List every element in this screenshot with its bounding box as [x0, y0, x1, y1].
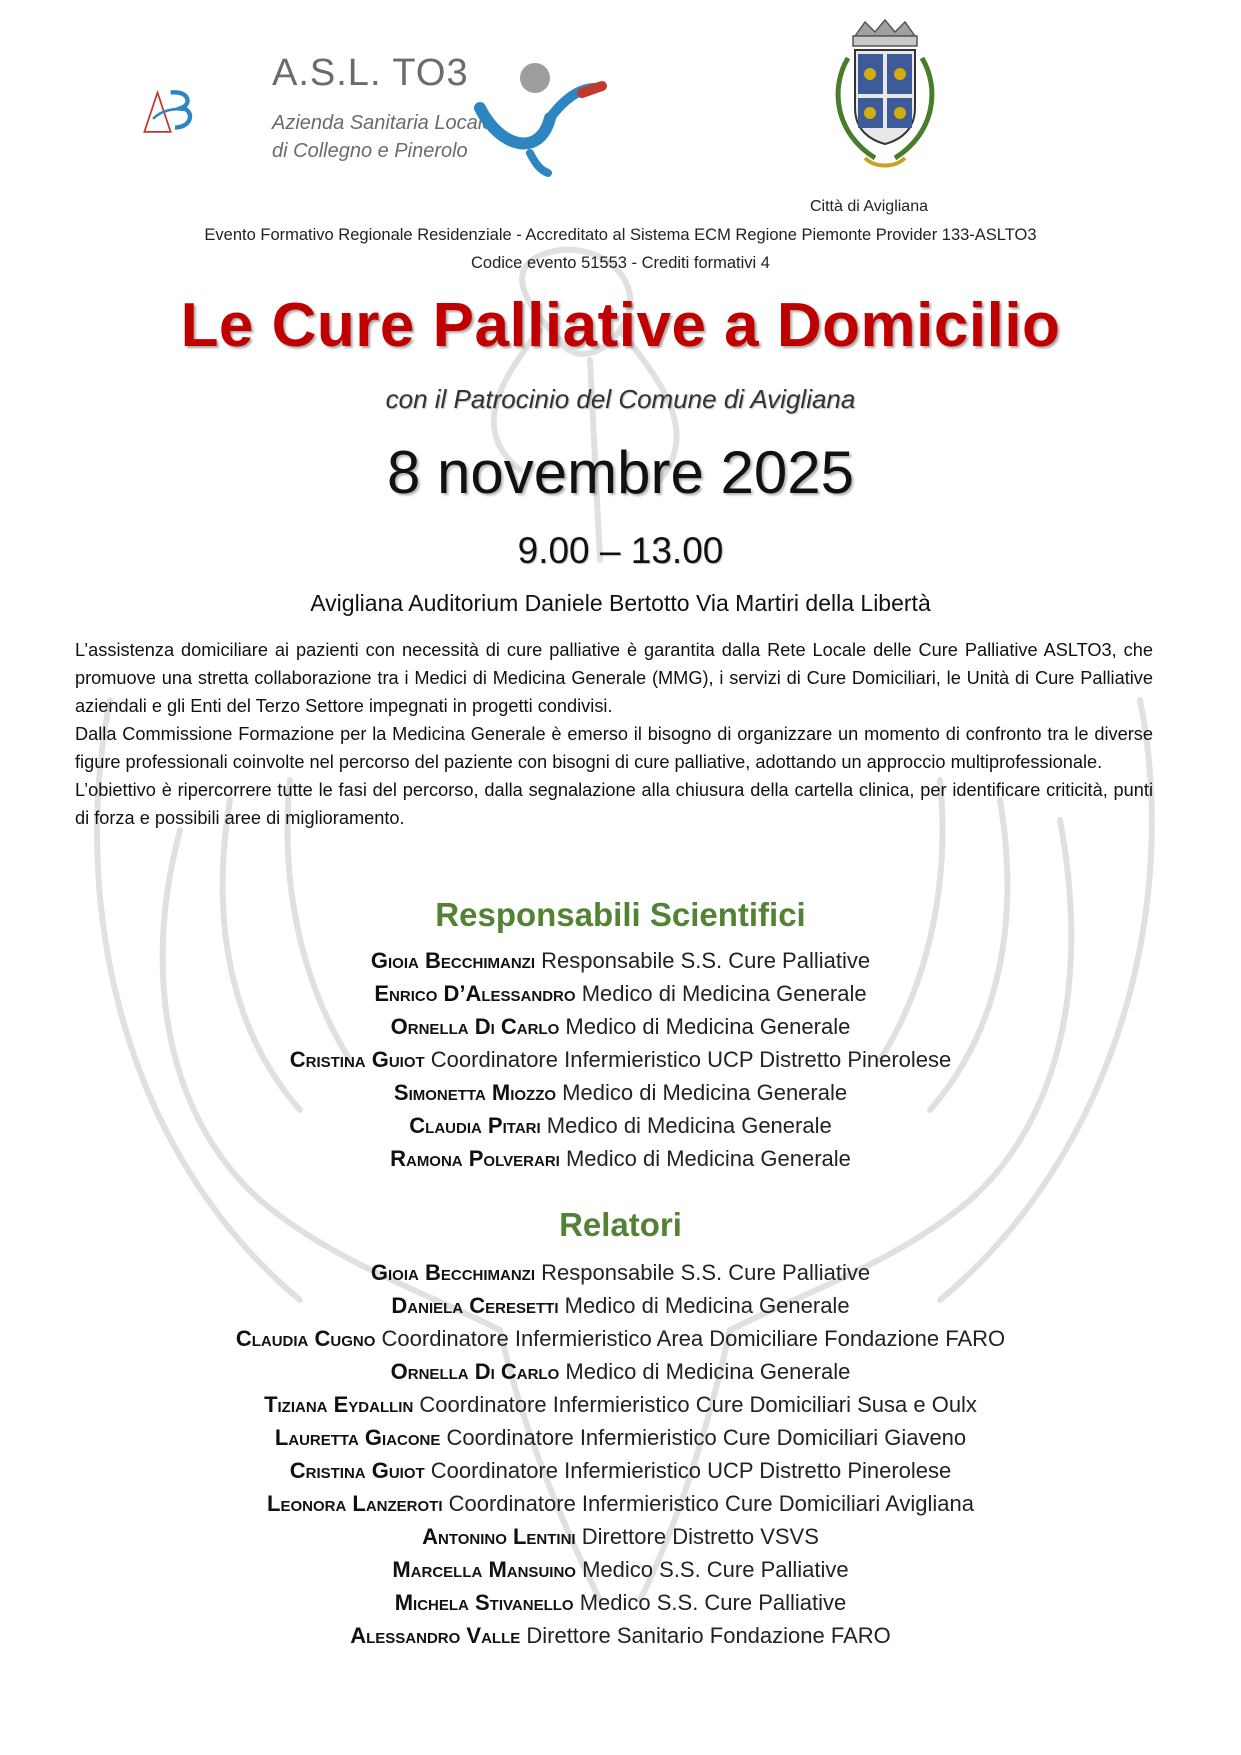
person-name: Gioia Becchimanzi	[370, 948, 536, 973]
person-role: Medico di Medicina Generale	[546, 1113, 832, 1138]
list-item	[0, 1289, 1241, 1322]
list-item	[0, 1109, 1241, 1142]
person-role: Medico di Medicina Generale	[565, 1146, 851, 1171]
person-role: Coordinatore Infermieristico UCP Distretto Pinerolese	[430, 1047, 952, 1072]
list-item	[0, 1076, 1241, 1109]
asl-to3-logo	[140, 50, 280, 170]
person-name: Enrico D’Alessandro	[374, 981, 576, 1006]
person-role: Direttore Sanitario Fondazione FARO	[526, 1623, 891, 1648]
asl-name: A.S.L. TO3	[272, 52, 469, 94]
person-name: Leonora Lanzeroti	[267, 1491, 443, 1516]
person-name: Ornella Di Carlo	[390, 1359, 560, 1384]
list-item	[0, 1256, 1241, 1289]
person-role: Coordinatore Infermieristico UCP Distretto Pinerolese	[430, 1458, 952, 1483]
person-name: Simonetta Miozzo	[393, 1080, 557, 1105]
event-venue: Avigliana Auditorium Daniele Bertotto Via Martiri della Libertà	[310, 590, 931, 616]
person-name: Lauretta Giacone	[274, 1425, 441, 1450]
person-name: Ornella Di Carlo	[390, 1014, 560, 1039]
person-role: Responsabile S.S. Cure Palliative	[541, 1260, 871, 1285]
patronage-line: con il Patrocinio del Comune di Avigliana	[385, 384, 856, 414]
list-item	[0, 1454, 1241, 1487]
list-item	[0, 1619, 1241, 1652]
asl-subtitle-1: Azienda Sanitaria Locale	[272, 112, 494, 134]
list-item	[0, 1142, 1241, 1175]
person-name: Claudia Pitari	[409, 1113, 541, 1138]
person-role: Direttore Distretto VSVS	[581, 1524, 819, 1549]
person-name: Claudia Cugno	[235, 1326, 376, 1351]
person-name: Tiziana Eydallin	[264, 1392, 414, 1417]
event-code-line: Codice evento 51553 - Crediti formativi 4	[471, 254, 770, 272]
person-name: Ramona Polverari	[390, 1146, 560, 1171]
avigliana-crest	[820, 18, 950, 188]
scientific-list	[0, 944, 1241, 1175]
person-role: Medico di Medicina Generale	[564, 1293, 850, 1318]
person-role: Medico di Medicina Generale	[581, 981, 867, 1006]
accreditation-line: Evento Formativo Regionale Residenziale - Accreditato al Sistema ECM Regione Piemonte Provider 133-ASLTO3	[204, 226, 1037, 244]
person-name: Gioia Becchimanzi	[370, 1260, 536, 1285]
list-item	[0, 1355, 1241, 1388]
list-item	[0, 1388, 1241, 1421]
list-item	[0, 1586, 1241, 1619]
person-role: Medico di Medicina Generale	[562, 1080, 848, 1105]
person-name: Antonino Lentini	[422, 1524, 576, 1549]
list-item	[0, 1487, 1241, 1520]
person-role: Coordinatore Infermieristico Area Domiciliare Fondazione FARO	[381, 1326, 1006, 1351]
list-item	[0, 1421, 1241, 1454]
asl-subtitle-2: di Collegno e Pinerolo	[272, 140, 468, 162]
city-caption: Città di Avigliana	[810, 198, 928, 215]
person-name: Marcella Mansuino	[392, 1557, 576, 1582]
intro-paragraph: L’obiettivo è ripercorrere tutte le fasi del percorso, dalla segnalazione alla chiusura della cartella clinica, per identificare criticità, punti di forza e possibili aree di miglioramento.	[75, 780, 1153, 828]
event-title: Le Cure Palliative a Domicilio	[180, 291, 1061, 360]
intro-paragraph: L’assistenza domiciliare ai pazienti con necessità di cure palliative è garantita dalla Rete Locale delle Cure Palliative ASLTO3, che promuove una stretta collaborazione tra i Medici di Medicina Generale (MMG), i servizi di Cure Domiciliari, le Unità di Cure Palliative aziendali e gli Enti del Terzo Settore impegnati in progetti condivisi.	[75, 640, 1153, 716]
event-date: 8 novembre 2025	[387, 439, 854, 506]
person-name: Daniela Ceresetti	[391, 1293, 559, 1318]
person-role: Coordinatore Infermieristico Cure Domiciliari Giaveno	[446, 1425, 967, 1450]
person-role: Coordinatore Infermieristico Cure Domiciliari Avigliana	[448, 1491, 974, 1516]
list-item	[0, 1043, 1241, 1076]
care-figure-logo	[470, 58, 610, 178]
list-item	[0, 1322, 1241, 1355]
person-role: Medico S.S. Cure Palliative	[582, 1557, 849, 1582]
speakers-heading: Relatori	[559, 1206, 682, 1243]
list-item	[0, 944, 1241, 977]
person-role: Medico di Medicina Generale	[565, 1359, 851, 1384]
event-time: 9.00 – 13.00	[517, 530, 724, 571]
person-name: Michela Stivanello	[394, 1590, 574, 1615]
person-role: Medico di Medicina Generale	[565, 1014, 851, 1039]
intro-paragraph: Dalla Commissione Formazione per la Medicina Generale è emerso il bisogno di organizzare un momento di confronto tra le diverse figure professionali coinvolte nel percorso del paziente con bisogni di cure palliative, adottando un approccio multiprofessionale.	[75, 724, 1153, 772]
person-name: Cristina Guiot	[289, 1458, 425, 1483]
list-item	[0, 1553, 1241, 1586]
person-role: Coordinatore Infermieristico Cure Domiciliari Susa e Oulx	[419, 1392, 977, 1417]
person-name: Cristina Guiot	[289, 1047, 425, 1072]
list-item	[0, 1520, 1241, 1553]
person-role: Responsabile S.S. Cure Palliative	[541, 948, 871, 973]
list-item	[0, 1010, 1241, 1043]
speakers-list	[0, 1256, 1241, 1652]
list-item	[0, 977, 1241, 1010]
intro-text	[75, 636, 1153, 832]
scientific-heading: Responsabili Scientifici	[435, 896, 806, 933]
person-name: Alessandro Valle	[350, 1623, 521, 1648]
person-role: Medico S.S. Cure Palliative	[579, 1590, 847, 1615]
